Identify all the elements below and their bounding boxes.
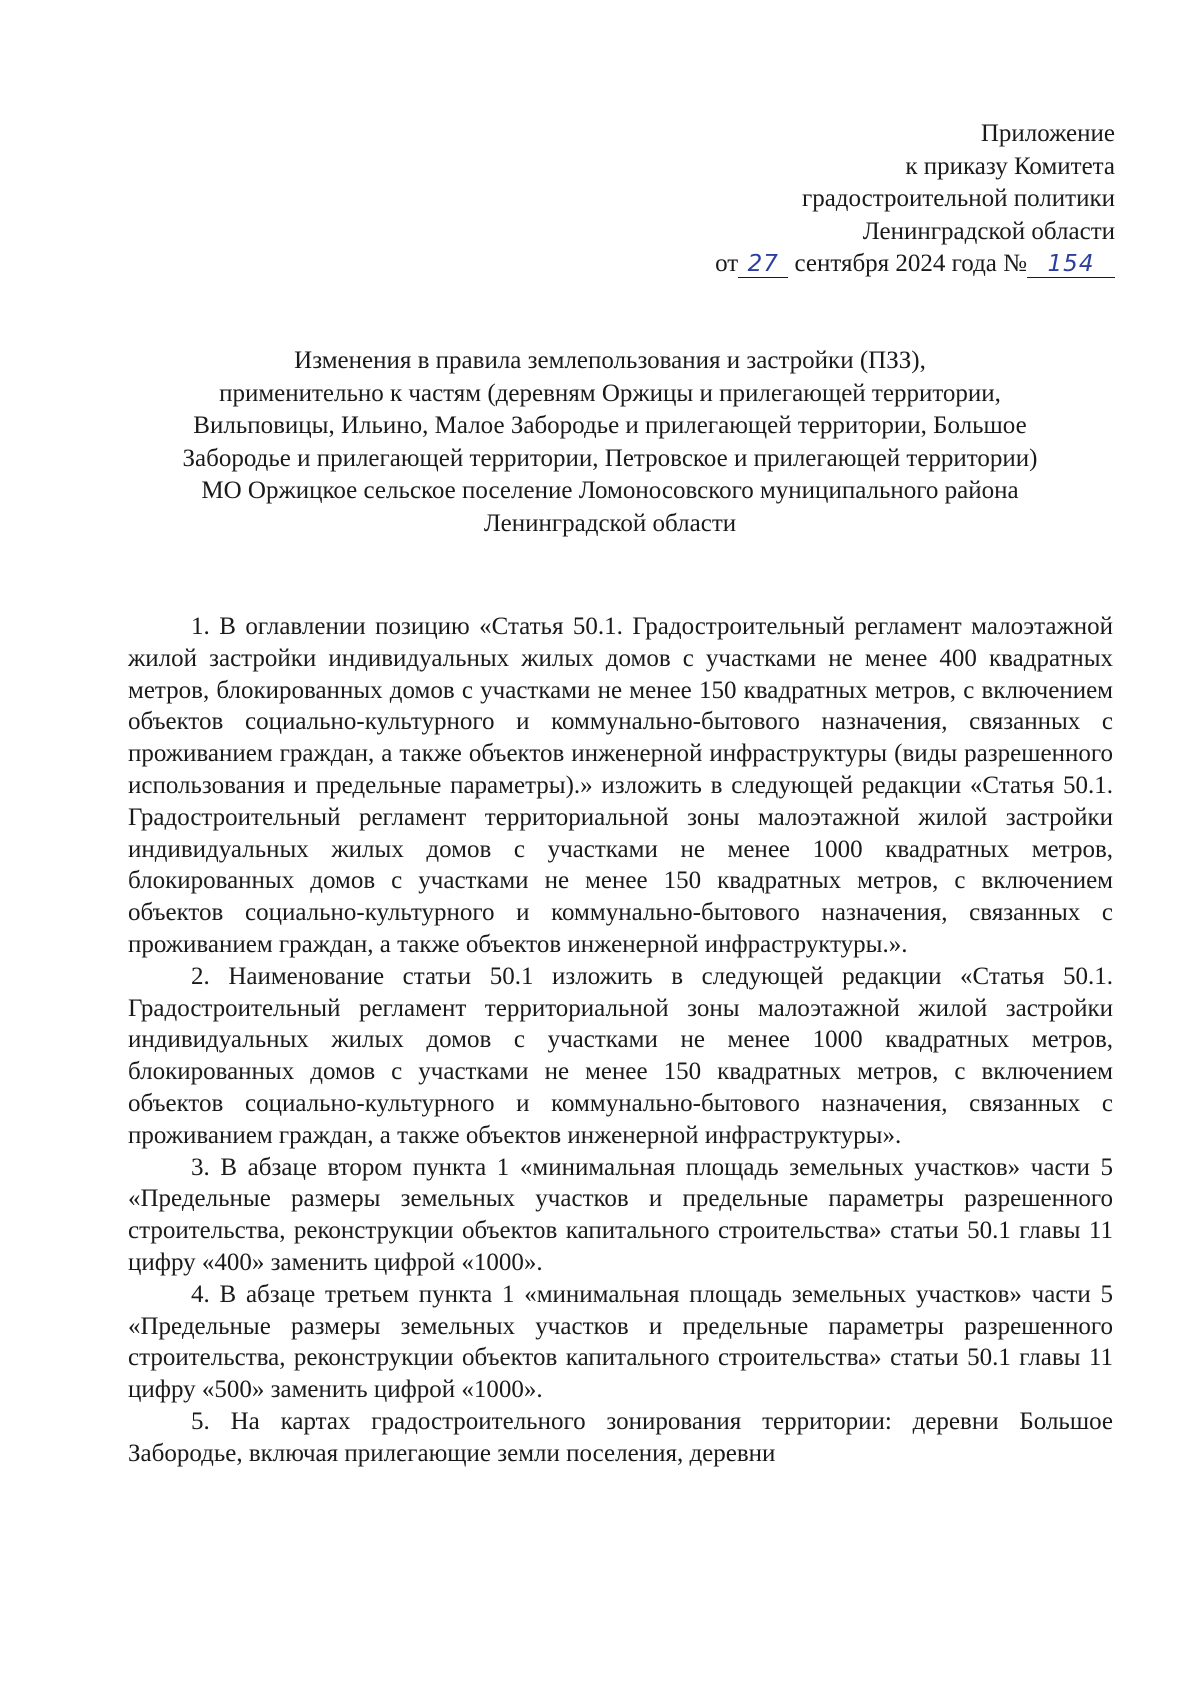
date-prefix: от bbox=[715, 250, 739, 277]
paragraph-1: 1. В оглавлении позицию «Статья 50.1. Градостроительный регламент малоэтажной жилой застройки индивидуальных жилых домов с участками не менее 400 квадратных метров, блокированных домов с участками не менее 150 квадратных метров, с включением объектов социально-культурного и коммунально-бытового назначения, связанных с проживанием граждан, а также объектов инженерной инфраструктуры (виды разрешенного использования и предельные параметры).» изложить в следующей редакции «Статья 50.1. Градостроительный регламент территориальной зоны малоэтажной жилой застройки индивидуальных жилых домов с участками не менее 1000 квадратных метров, блокированных домов с участками не менее 150 квадратных метров, с включением объектов социально-культурного и коммунально-бытового назначения, связанных с проживанием граждан, а также объектов инженерной инфраструктуры.». bbox=[128, 613, 1113, 958]
appendix-title: Приложение bbox=[980, 120, 1115, 147]
date-day-handwritten: 27 bbox=[747, 251, 779, 277]
appendix-region: Ленинградской области bbox=[862, 217, 1115, 245]
title-line-4: Забородье и прилегающей территории, Петровское и прилегающей территории) bbox=[182, 444, 1038, 472]
date-day-blank bbox=[738, 251, 788, 278]
paragraph-5: 5. На картах градостроительного зонирования территории: деревни Большое Забородье, включая прилегающие земли поселения, деревни bbox=[128, 1407, 1113, 1467]
paragraph-3: 3. В абзаце втором пункта 1 «минимальная площадь земельных участков» части 5 «Предельные размеры земельных участков и предельные параметры разрешенного строительства, реконструкции объектов капитального строительства» статьи 50.1 главы 11 цифру «400» заменить цифрой «1000». bbox=[128, 1153, 1113, 1276]
paragraph-4: 4. В абзаце третьем пункта 1 «минимальная площадь земельных участков» части 5 «Предельные размеры земельных участков и предельные параметры разрешенного строительства, реконструкции объектов капитального строительства» статьи 50.1 главы 11 цифру «500» заменить цифрой «1000». bbox=[128, 1280, 1113, 1404]
order-number-blank bbox=[1027, 251, 1115, 278]
title-line-5: МО Оржицкое сельское поселение Ломоносовского муниципального района bbox=[201, 477, 1019, 504]
appendix-order-ref: к приказу Комитета bbox=[905, 152, 1115, 180]
title-line-2: применительно к частям (деревням Оржицы и прилегающей территории, bbox=[219, 379, 1001, 407]
title-line-1: Изменения в правила землепользования и застройки (ПЗЗ), bbox=[294, 347, 926, 374]
order-number-handwritten: 154 bbox=[1047, 251, 1095, 277]
document-title bbox=[110, 345, 1110, 540]
document-body bbox=[128, 611, 1113, 1470]
appendix-date-line bbox=[715, 248, 1115, 281]
title-line-6: Ленинградской области bbox=[483, 509, 737, 537]
appendix-committee: градостроительной политики bbox=[801, 185, 1115, 212]
date-middle: сентября 2024 года № bbox=[794, 250, 1027, 277]
appendix-header bbox=[715, 118, 1115, 281]
paragraph-2: 2. Наименование статьи 50.1 изложить в следующей редакции «Статья 50.1. Градостроительный регламент территориальной зоны малоэтажной жилой застройки индивидуальных жилых домов с участками не менее 1000 квадратных метров, блокированных домов с участками не менее 150 квадратных метров, с включением объектов социально-культурного и коммунально-бытового назначения, связанных с проживанием граждан, а также объектов инженерной инфраструктуры». bbox=[128, 962, 1113, 1149]
title-line-3: Вильповицы, Ильино, Малое Забородье и прилегающей территории, Большое bbox=[193, 412, 1027, 439]
